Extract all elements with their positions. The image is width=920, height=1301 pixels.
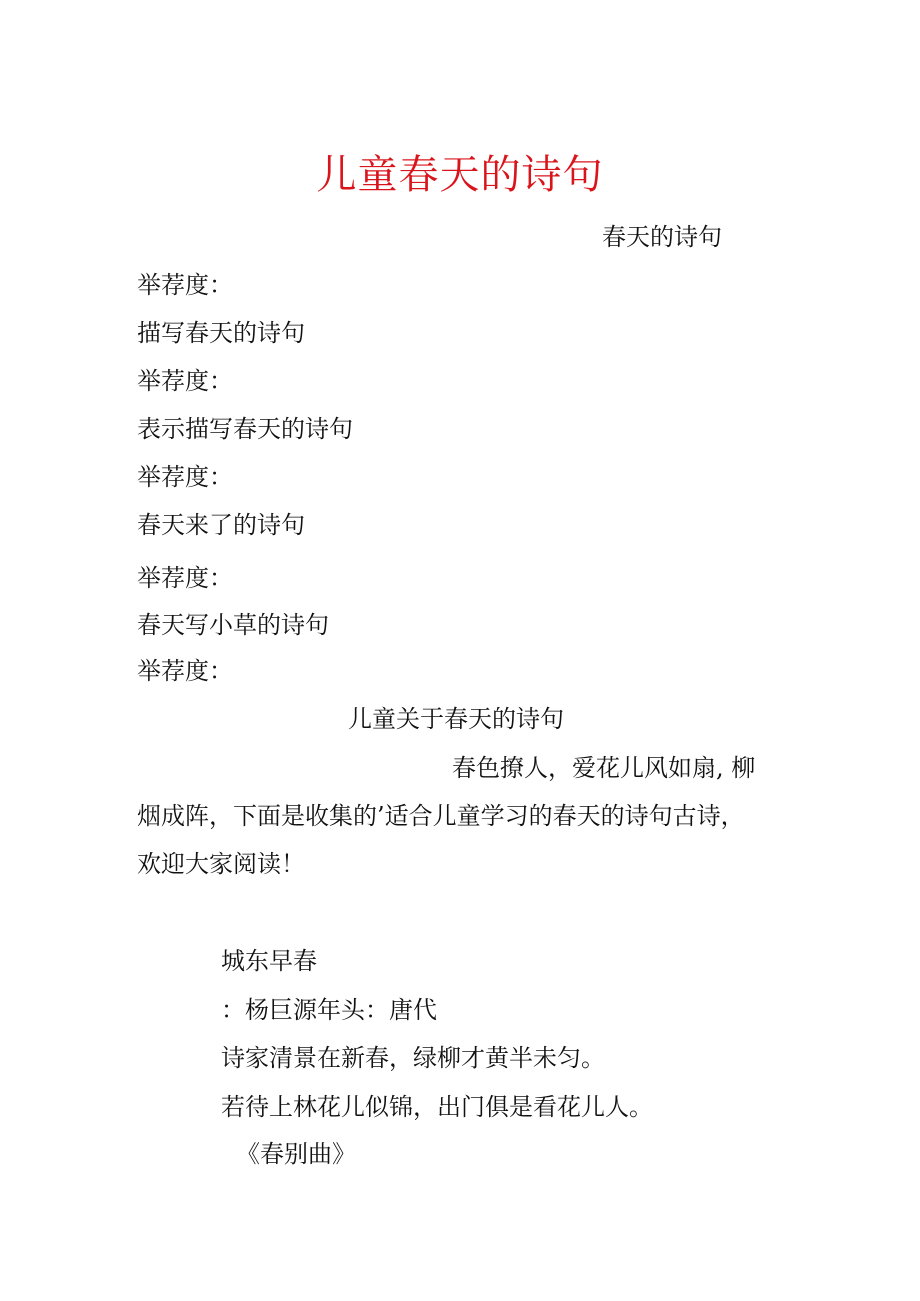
recommend-label: 举荐度： — [137, 271, 233, 299]
recommend-label: 举荐度： — [137, 564, 233, 592]
poem-verse: 诗家清景在新春，绿柳才黄半未匀。 — [221, 1044, 605, 1072]
poem-title: 城东早春 — [221, 947, 317, 975]
intro-text: 烟成阵，下面是收集的’适合儿童学习的春天的诗句古诗， — [137, 802, 745, 830]
document-title: 儿童春天的诗句 — [316, 152, 604, 198]
recommend-label: 举荐度： — [137, 463, 233, 491]
related-link-2[interactable]: 表示描写春天的诗句 — [137, 415, 353, 443]
next-poem-title: 《春别曲》 — [236, 1140, 356, 1168]
related-link-1[interactable]: 描写春天的诗句 — [137, 319, 305, 347]
section-heading: 儿童关于春天的诗句 — [348, 705, 564, 733]
subtitle: 春天的诗句 — [602, 223, 722, 251]
recommend-label: 举荐度： — [137, 367, 233, 395]
intro-text: 欢迎大家阅读！ — [137, 850, 305, 878]
recommend-label: 举荐度： — [137, 657, 233, 685]
poem-verse: 若待上林花儿似锦，出门俱是看花儿人。 — [221, 1093, 653, 1121]
poem-author: ：杨巨源年头：唐代 — [221, 996, 437, 1024]
intro-text: 春色撩人，爱花儿风如扇, 柳 — [452, 754, 756, 782]
related-link-3[interactable]: 春天来了的诗句 — [137, 511, 305, 539]
related-link-4[interactable]: 春天写小草的诗句 — [137, 611, 329, 639]
